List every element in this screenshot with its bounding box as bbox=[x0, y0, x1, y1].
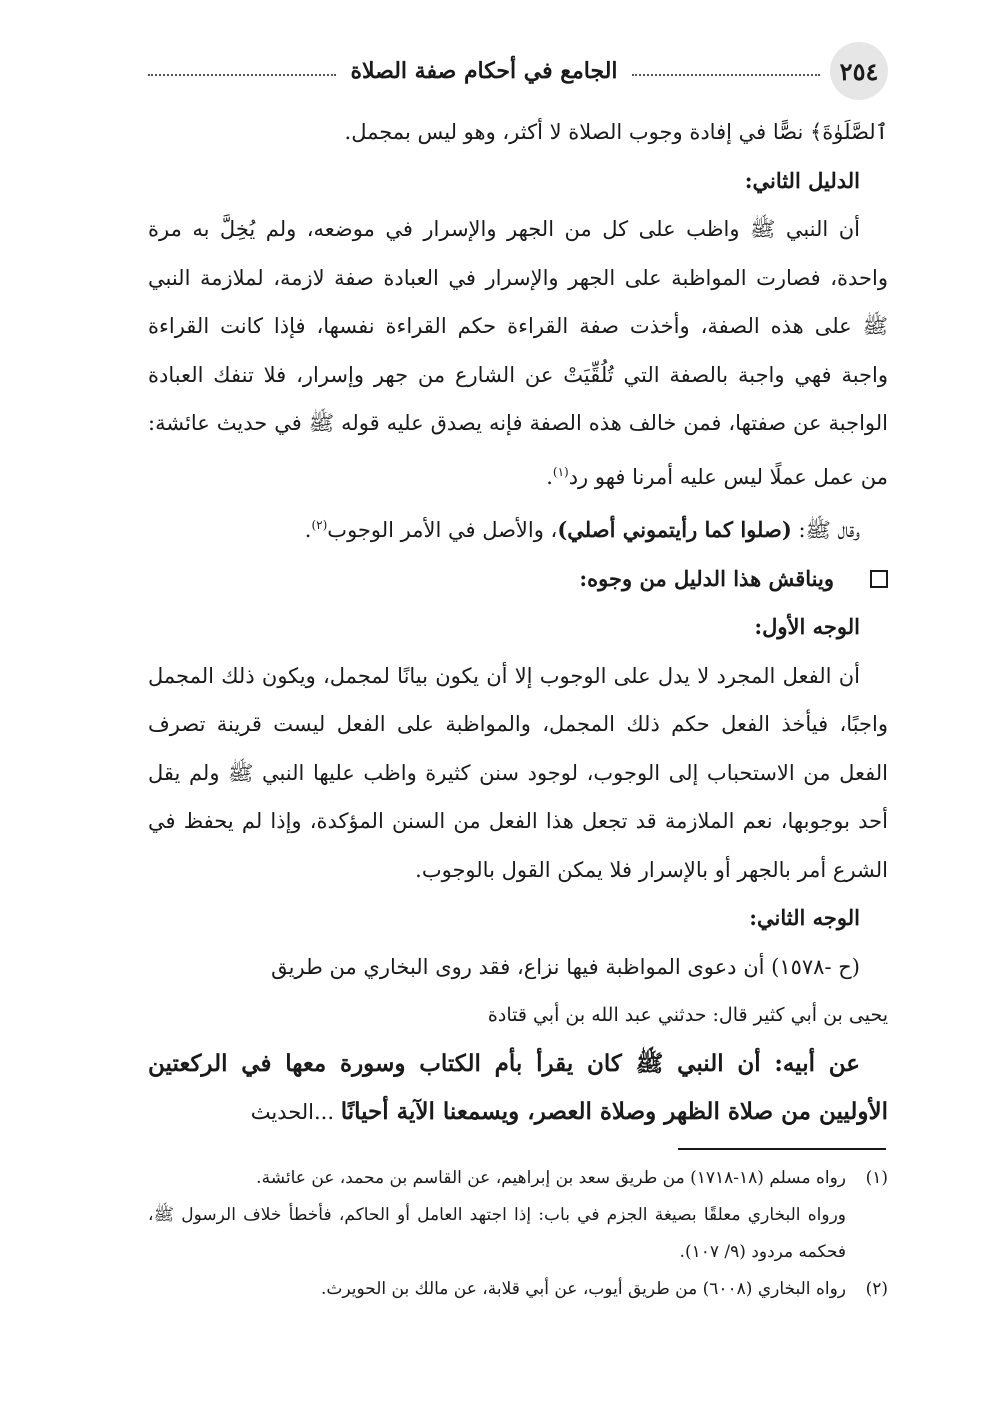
heading-second-evidence: الدليل الثاني: bbox=[744, 167, 860, 193]
paragraph-hadith-reading bbox=[148, 1040, 888, 1137]
book-title: الجامع في أحكام صفة الصلاة bbox=[350, 58, 618, 84]
heading-first-aspect: الوجه الأول: bbox=[754, 614, 860, 639]
hadith-pray-text: (صلوا كما رأيتموني أصلي) bbox=[557, 517, 792, 542]
paragraph-isnad: يحيى بن أبي كثير قال: حدثني عبد الله بن أبي قتادة bbox=[487, 1004, 888, 1026]
hadith-principle: ، والأصل في الأمر الوجوب bbox=[327, 518, 558, 542]
header-dots-right bbox=[632, 74, 820, 76]
main-text bbox=[148, 108, 888, 1137]
footnote-separator bbox=[678, 1148, 886, 1150]
running-header bbox=[148, 40, 888, 102]
footnote-1-continuation: ورواه البخاري معلقًا بصيغة الجزم في باب: إذا اجتهد العامل أو الحاكم، فأخطأ خلاف الرسول ﷺ، فحكمه مردود (٩/ ١٠٧). bbox=[148, 1205, 846, 1262]
footnote-2-text: رواه البخاري (٦٠٠٨) من طريق أيوب، عن أبي قلابة، عن مالك بن الحويرث. bbox=[320, 1279, 846, 1299]
footnote-2-number: (٢) bbox=[865, 1279, 888, 1299]
paragraph-second-aspect: (ح -١٥٧٨) أن دعوى المواظبة فيها نزاع، فقد روى البخاري من طريق bbox=[271, 954, 860, 979]
hadith-reading-tail: ...الحديث bbox=[250, 1100, 341, 1124]
paragraph-second-evidence-end: . bbox=[546, 464, 553, 489]
header-dots-left bbox=[148, 74, 336, 76]
paragraph-first-aspect: أن الفعل المجرد لا يدل على الوجوب إلا أن يكون بيانًا لمجمل، ويكون ذلك المجمل واجبًا، فيأخذ الفعل حكم ذلك المجمل، والمواظبة على الفعل ليست قرينة تصرف الفعل من الاستحباب إلى الوجوب، لوجود سنن كثيرة واظب عليها النبي ﷺ ولم يقل أحد بوجوبها، نعم الملازمة قد تجعل هذا الفعل من السنن المؤكدة، وإذا لم يحفظ في الشرع أمر بالجهر أو بالإسرار فلا يمكن القول بالوجوب. bbox=[148, 663, 888, 882]
paragraph-hadith-pray bbox=[148, 501, 888, 555]
footnote-1 bbox=[148, 1160, 888, 1197]
paragraph-hadith-end: . bbox=[304, 518, 312, 542]
paragraph-verse-end: ٱلصَّلَوٰةَ﴾ نصًّا في إفادة وجوب الصلاة لا أكثر، وهو ليس بمجمل. bbox=[344, 120, 888, 144]
paragraph-second-evidence bbox=[148, 205, 888, 501]
hadith-reading-text: عن أبيه: أن النبي ﷺ كان يقرأ بأم الكتاب وسورة معها في الركعتين الأوليين من صلاة الظهر وصلاة العصر، ويسمعنا الآية أحيانًا bbox=[148, 1049, 888, 1125]
footnote-1-text: رواه مسلم (١٨-١٧١٨) من طريق سعد بن إبراهيم، عن القاسم بن محمد، عن عائشة. bbox=[256, 1168, 846, 1188]
hadith-intro: وقال ﷺ: bbox=[791, 518, 860, 542]
square-bullet-icon bbox=[870, 570, 888, 588]
footnotes bbox=[148, 1160, 888, 1308]
paragraph-second-evidence-text: أن النبي ﷺ واظب على كل من الجهر والإسرار في موضعه، ولم يُخِلَّ به مرة واحدة، فصارت المواظبة على الجهر والإسرار في العبادة صفة لازمة، لملازمة النبي ﷺ على هذه الصفة، وأخذت صفة القراءة حكم القراءة نفسها، فإذا كانت القراءة واجبة فهي واجبة بالصفة التي تُلُقِّيَتْ عن الشارع من جهر وإسرار، فلا تنفك العبادة الواجبة عن صفتها، فمن خالف هذه الصفة فإنه يصدق عليه قوله ﷺ في حديث عائشة: من عمل عملًا ليس عليه أمرنا فهو رد bbox=[148, 217, 888, 489]
footnote-1-number: (١) bbox=[865, 1168, 888, 1188]
heading-discussion-text: ويناقش هذا الدليل من وجوه: bbox=[579, 565, 834, 591]
footnote-ref-2: (٢) bbox=[311, 518, 328, 532]
page bbox=[148, 40, 888, 1137]
page-number: ٢٥٤ bbox=[830, 42, 888, 100]
heading-second-aspect: الوجه الثاني: bbox=[749, 905, 860, 930]
heading-discussion bbox=[148, 555, 888, 604]
footnote-2 bbox=[148, 1271, 888, 1308]
footnote-ref-1: (١) bbox=[552, 464, 569, 479]
